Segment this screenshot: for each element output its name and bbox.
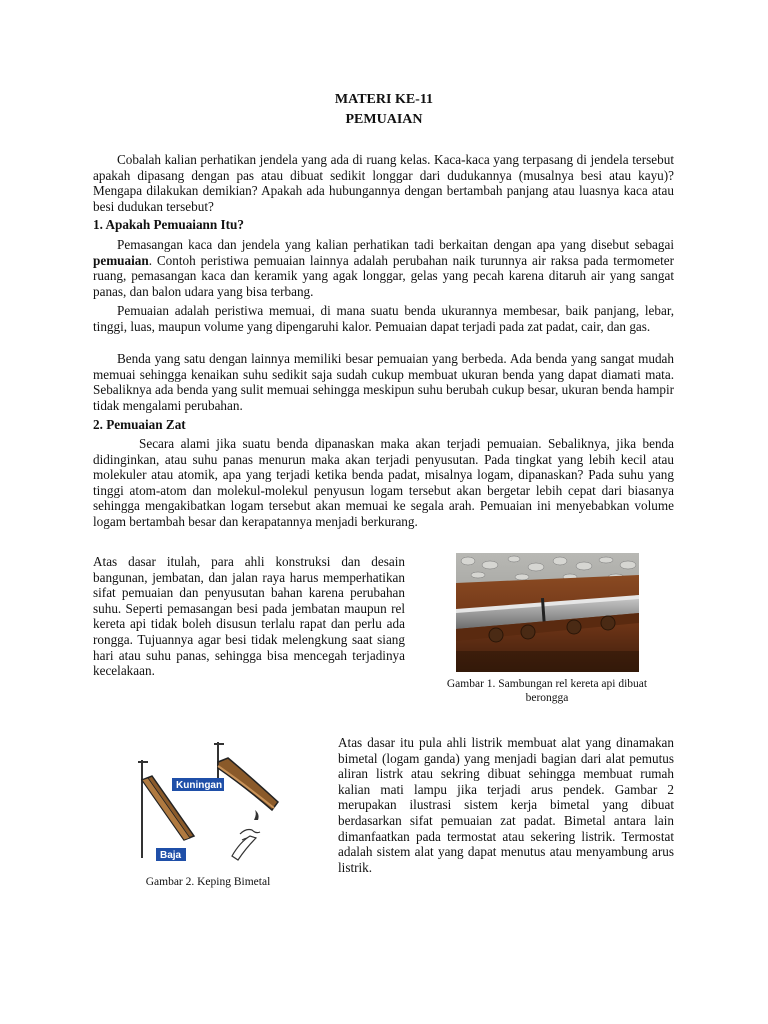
section2-paragraph-3: Atas dasar itu pula ahli listrik membuat alat yang dinamakan bimetal (logam ganda) yang menjadi bagian dari alat pemutus aliran listrk atau sekring dibuat sehingga membuat rumah kalian mati lampu jika terjadi arus pendek. Gambar 2 merupakan ilustrasi sistem kerja bimetal yang dibuat berdasarkan sifat pemuaian zat padat. Bimetal antara lain dimanfaatkan pada termostat atau sekering listrik. Termostat adalah sistem alat yang dapat menutus atau menyambung arus listrik. [338,735,674,875]
bimetal-figure [132,738,292,868]
section1-p1-bold-term: pemuaian [93,252,149,268]
section1-p1-text-b: . Contoh peristiwa pemuaian lainnya adalah perubahan naik turunnya air raksa pada termometer ruang, pemasangan kaca dan keramik yang agak longgar, gelas yang pecah karena ditaruh air yang sangat panas, dan balon udara yang bisa terbang. [93,252,674,299]
rail-joint-illustration [456,553,639,672]
section1-paragraph-1 [93,237,674,299]
baja-label: Baja [160,850,182,861]
section1-p1-text-a: Pemasangan kaca dan jendela yang kalian perhatikan tadi berkaitan dengan apa yang disebut sebagai [117,237,674,252]
section1-paragraph-2: Pemuaian adalah peristiwa memuai, di mana suatu benda ukurannya membesar, baik panjang, lebar, tinggi, luas, maupun volume yang dipengaruhi kalor. Pemuaian dapat terjadi pada zat padat, cair, dan gas. [93,303,674,334]
section2-paragraph-1: Secara alami jika suatu benda dipanaskan maka akan terjadi pemuaian. Sebaliknya, jika benda didinginkan, atau suhu panas menurun maka akan terjadi penyusutan. Pada tingkat yang lebih kecil atau molekuler atau atomik, apa yang terjadi ketika benda padat, misalnya logam, dipanaskan? Pada suhu yang tinggi atom-atom dan molekul-molekul penyusun logam tersebut akan bergetar lebih cepat dari biasanya sehingga mengakibatkan logam tersebut akan memuai ke segala arah. Pemuaian ini menyebabkan volume logam bertambah besar dan kerapatannya menjadi berkurang. [93,436,674,529]
rail-joint-photo [456,553,639,672]
section2-paragraph-2: Atas dasar itulah, para ahli konstruksi dan desain bangunan, jembatan, dan jalan raya harus memperhatikan sifat pemuaian dan penyusutan bahan karena perubahan suhu. Seperti pemasangan besi pada jembatan maupun rel kereta api tidak boleh disusun terlalu rapat dan perlu ada rongga. Tujuannya agar besi tidak melengkung saat siang hari atau suhu panas, sehingga bisa mencegah terjadinya kecelakaan. [93,554,405,679]
intro-paragraph: Cobalah kalian perhatikan jendela yang ada di ruang kelas. Kaca-kaca yang terpasang di jendela tersebut apakah dipasang dengan pas atau dibuat sedikit longgar dari dudukannya (musalnya besi atau kayu)? Mengapa dilakukan demikian? Apakah ada hubungannya dengan bertambah panjang atau luasnya kaca atau besi dudukan tersebut? [93,152,674,214]
bimetal-illustration [132,738,292,868]
section1-heading: 1. Apakah Pemuaiann Itu? [93,217,244,232]
figure2-caption: Gambar 2. Keping Bimetal [145,876,271,888]
kuningan-label: Kuningan [176,780,223,791]
section1-paragraph-3: Benda yang satu dengan lainnya memiliki besar pemuaian yang berbeda. Ada benda yang sangat mudah memuai sehingga kenaikan suhu sedikit saja sudah cukup membuat ukuran benda yang dapat diamati mata. Sebaliknya ada benda yang sulit memuai sehingga meskipun suhu berubah cukup besar, ukuran benda hampir tidak mengalami perubahan. [93,351,674,413]
document-title: MATERI KE-11 [334,92,434,107]
document-subtitle: PEMUAIAN [345,112,423,127]
figure1-caption: Gambar 1. Sambungan rel kereta api dibuat berongga [446,678,648,704]
section2-heading: 2. Pemuaian Zat [93,417,186,432]
